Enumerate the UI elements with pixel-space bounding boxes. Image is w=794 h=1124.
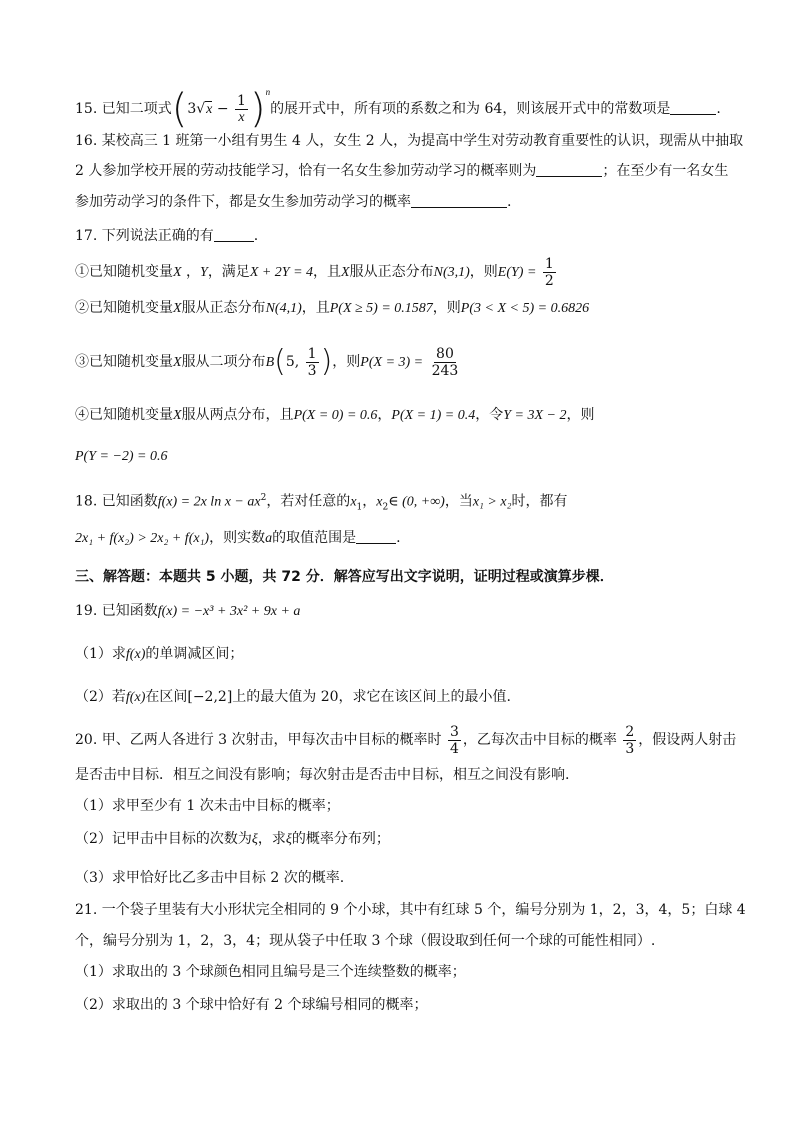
statement-text: ③已知随机变量 (75, 354, 173, 370)
fraction (623, 725, 636, 756)
math-expr: f(x) (125, 690, 146, 705)
section-heading: 三、解答题：本题共 5 小题，共 72 分．解答应写出文字说明，证明过程或演算步棵． (75, 569, 614, 585)
statement-text: ，令 (475, 407, 504, 423)
question-text: . (253, 228, 259, 244)
question-text: 的展开式中，所有项的系数之和为 64，则该展开式中的常数项是 (270, 101, 671, 117)
math-var: Y (200, 265, 208, 280)
statement-text: ②已知随机变量 (75, 300, 173, 316)
math-expr: B (265, 355, 275, 370)
answer-blank[interactable] (670, 100, 716, 115)
fraction-denominator: x (238, 109, 245, 125)
math-expr: P(X = 3) = (360, 355, 424, 370)
math-var: ξ (251, 832, 258, 847)
sqrt-sign: √ (196, 101, 206, 117)
exponent: n (265, 87, 271, 97)
statement-4 (75, 405, 594, 426)
question-21-part-1: （1）求取出的 3 个球颜色相同且编号是三个连续整数的概率； (75, 964, 466, 980)
close-paren: ) (320, 344, 333, 379)
math-expr: f(x) = −x³ + 3x² + 9x + a (157, 604, 301, 619)
math-expr: X + 2Y = 4 (249, 265, 314, 280)
statement-text: ， (377, 407, 392, 423)
answer-blank[interactable] (411, 193, 507, 208)
question-text: ，若对任意的 (266, 493, 351, 510)
question-20-line-2: 是否击中目标．相互之间没有影响；每次射击是否击中目标，相互之间没有影响. (75, 767, 570, 783)
statement-text: 服从两点分布，且 (181, 407, 294, 423)
statement-text: ④已知随机变量 (75, 407, 173, 423)
statement-text: ，则 (332, 354, 361, 370)
math-term: 3 (187, 101, 197, 117)
fraction (235, 94, 248, 125)
statement-text: ，则 (566, 407, 595, 423)
math-expr: Y = 3X − 2 (503, 408, 567, 423)
question-text: ，求 (257, 831, 286, 847)
fraction-denominator: 3 (625, 740, 635, 757)
math-expr: N(4,1) (265, 301, 302, 316)
question-17 (75, 226, 258, 246)
fraction-numerator: 2 (625, 723, 635, 740)
question-text: 已知二项式 (101, 101, 172, 117)
fraction-numerator: 1 (307, 345, 317, 362)
question-text: ，则实数 (209, 530, 266, 546)
fraction-numerator: 1 (544, 255, 554, 272)
question-text: 的概率分布列； (291, 831, 390, 847)
fraction (543, 257, 556, 288)
question-text: 2 人参加学校开展的劳动技能学习，恰有一名女生参加劳动学习的概率则为 (75, 163, 537, 179)
question-15 (75, 72, 721, 132)
question-16-line-3 (75, 192, 511, 212)
statement-3 (75, 340, 462, 384)
question-text: ，假设两人射击 (638, 732, 737, 748)
question-20-part-2 (75, 829, 390, 850)
question-20-part-3: （3）求甲恰好比乙多击中目标 2 次的概率. (75, 870, 345, 886)
math-var: X (173, 301, 182, 316)
math-expr: 2x₁ + f(x₂) > 2x₂ + f(x₁) (75, 531, 210, 546)
question-21-line-2: 个，编号分别为 1，2，3，4；现从袋子中任取 3 个球（假设取到任何一个球的可能性相同）. (75, 933, 656, 949)
fraction (448, 725, 461, 756)
fraction (306, 347, 319, 378)
fraction (430, 347, 461, 378)
statement-text: 服从正态分布 (181, 300, 266, 316)
math-var: X (341, 265, 350, 280)
question-text: 18. 已知函数 (75, 493, 158, 510)
math-expr: E(Y) = (497, 265, 537, 280)
question-text: ，乙每次击中目标的概率 (462, 732, 617, 748)
question-text: ， (362, 493, 377, 510)
statement-text: ①已知随机变量 (75, 264, 173, 280)
fraction-denominator: 4 (449, 740, 459, 757)
math-expr: P(X ≥ 5) = 0.1587 (329, 301, 433, 316)
open-paren: ( (171, 86, 188, 132)
statement-4-result (75, 446, 168, 467)
fraction-denominator: 2 (544, 272, 554, 289)
answer-blank[interactable] (214, 227, 254, 242)
math-var: X (173, 355, 182, 370)
open-paren: ( (274, 344, 286, 379)
answer-blank[interactable] (356, 529, 396, 544)
question-text: （1）求 (75, 646, 126, 662)
fraction-numerator: 1 (237, 92, 246, 109)
statement-text: ，则 (469, 264, 498, 280)
math-expr: x₁ > x₂ (472, 494, 512, 510)
question-text: 的单调减区间； (145, 646, 244, 662)
question-16-line-2 (75, 161, 728, 181)
math-expr: P(3 < X < 5) = 0.6826 (460, 301, 590, 316)
question-text: 19. 已知函数 (75, 603, 158, 619)
math-expr: P(X = 0) = 0.6 (293, 408, 378, 423)
math-var: X (173, 408, 182, 423)
statement-text: ，满足 (207, 264, 250, 280)
question-text: ，当 (444, 493, 473, 510)
statement-text: ，且 (313, 264, 342, 280)
question-text: 参加劳动学习的条件下，都是女生参加劳动学习的概率 (75, 194, 411, 210)
answer-blank[interactable] (536, 162, 602, 177)
close-paren: ) (249, 86, 266, 132)
question-text: 时，都有 (511, 493, 568, 510)
question-16-line-1: 16. 某校高三 1 班第一小组有男生 4 人，女生 2 人，为提高中学生对劳动教育重要性的认识，现需从中抽取 (75, 133, 744, 149)
math-expr: ∈ (0, +∞) (388, 494, 445, 510)
question-19 (75, 601, 300, 622)
math-expr: f(x) (125, 647, 146, 662)
math-var: a (265, 531, 273, 546)
question-19-part-2 (75, 687, 511, 708)
question-text: . (716, 101, 721, 117)
fraction-numerator: 80 (436, 345, 454, 362)
math-expr: f(x) = 2x ln x − ax (157, 494, 261, 510)
fraction-denominator: 3 (307, 362, 317, 379)
math-var: ξ (285, 832, 292, 847)
math-term: − (216, 101, 229, 117)
math-expr: N(3,1) (433, 265, 470, 280)
math-expr: P(X = 1) = 0.4 (391, 408, 476, 423)
statement-2 (75, 298, 589, 319)
question-20-part-1: （1）求甲至少有 1 次未击中目标的概率； (75, 798, 340, 814)
question-19-part-1 (75, 644, 243, 665)
question-20-line-1 (75, 720, 736, 760)
question-number: 15. (75, 101, 98, 117)
question-text: . (507, 194, 512, 210)
math-expr: [−2,2] (187, 689, 233, 705)
math-term: 5, (285, 354, 300, 370)
statement-text: ，且 (301, 300, 330, 316)
statement-text: 服从二项分布 (181, 354, 266, 370)
math-var: X (173, 265, 182, 280)
question-text: （2）记甲击中目标的次数为 (75, 831, 252, 847)
math-var: x (350, 494, 357, 510)
math-expr: P(Y = −2) = 0.6 (75, 449, 168, 464)
question-text: 17. 下列说法正确的有 (75, 228, 214, 244)
question-text: . (396, 530, 401, 546)
question-text: （2）若 (75, 689, 126, 705)
question-text: 在区间 (145, 689, 188, 705)
question-text: ；在至少有一名女生 (602, 163, 729, 179)
question-18-line-1: 18. 已知函数f(x) = 2x $\ln x - ax^2$，若对任意的$x_1$，$x_2\in$ (0, +∞)，当x₁ > x₂时，都有 (75, 493, 568, 513)
question-text: 的取值范围是 (272, 530, 357, 546)
question-text: 上的最大值为 20，求它在该区间上的最小值. (232, 689, 511, 705)
question-21-part-2: （2）求取出的 3 个球中恰好有 2 个球编号相同的概率； (75, 997, 428, 1013)
math-var: x (376, 494, 383, 510)
fraction-denominator: 243 (431, 362, 459, 379)
statement-text: ，则 (432, 300, 461, 316)
question-21-line-1: 21. 一个袋子里装有大小形状完全相同的 9 个小球，其中有红球 5 个，编号分别为 1，2，3，4，5；白球 4 (75, 902, 746, 918)
statement-text: 服从正态分布 (349, 264, 434, 280)
question-text: 20. 甲、乙两人各进行 3 次射击，甲每次击中目标的概率时 (75, 732, 442, 748)
math-term: x (206, 102, 213, 117)
exponent: 2 (260, 493, 267, 503)
statement-1: ①已知随机变量X ，Y，满足X + 2Y = 4，且X服从正态分布N(3,1)，则E(Y) = $\frac{1}{2}$ (75, 255, 554, 289)
question-18-line-2 (75, 528, 401, 549)
fraction-numerator: 3 (449, 723, 459, 740)
